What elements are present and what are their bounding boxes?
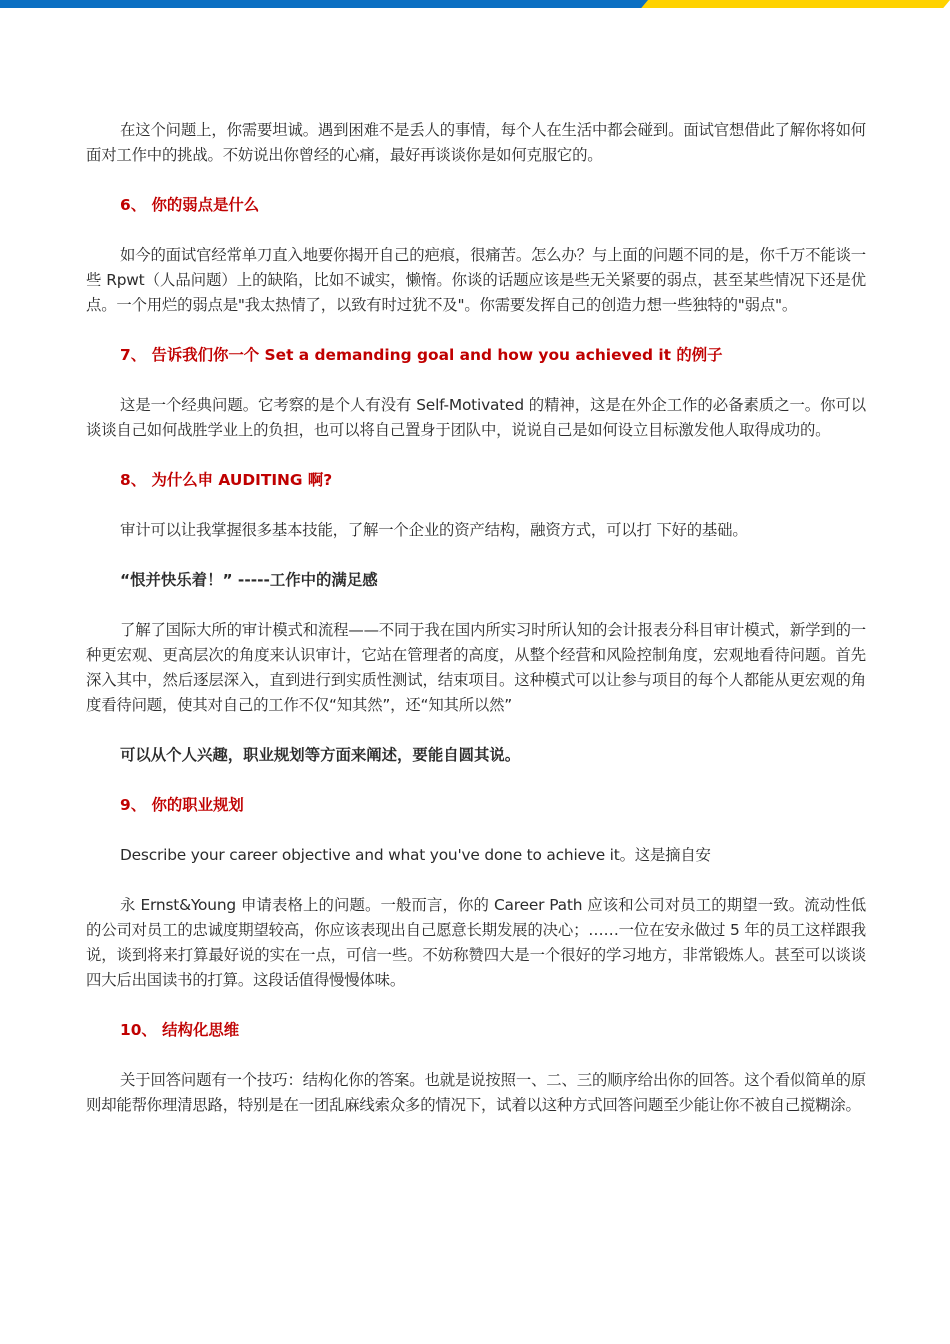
paragraph-goal: 这是一个经典问题。它考察的是个人有没有 Self-Motivated 的精神，这是在外企工作的必备素质之一。你可以谈谈自己如何战胜学业上的负担，也可以将自己置身于团队中，说说自己是如何设立目标激发他人取得成功的。 [86, 396, 866, 439]
document-body [86, 118, 866, 1143]
heading-q7-goal: 7、 告诉我们你一个 Set a demanding goal and how you achieved it 的例子 [120, 346, 723, 364]
header-accent-yellow [641, 0, 950, 8]
paragraph-career-path: 永 Ernst&Young 申请表格上的问题。一般而言，你的 Career Path 应该和公司对员工的期望一致。流动性低的公司对员工的忠诚度期望较高，你应该表现出自己愿意长期发展的决心；……一位在安永做过 5 年的员工这样跟我说，谈到将来打算最好说的实在一点，可信一些。不妨称赞四大是一个很好的学习地方，非常锻炼人。甚至可以谈谈四大后出国读书的打算。这段话值得慢慢体味。 [86, 896, 866, 989]
header-accent-bar [0, 0, 950, 8]
heading-q10-structured: 10、 结构化思维 [120, 1021, 240, 1039]
paragraph-audit-model: 了解了国际大所的审计模式和流程——不同于我在国内所实习时所认知的会计报表分科目审计模式，新学到的一种更宏观、更高层次的角度来认识审计，它站在管理者的高度，从整个经营和风险控制角度，宏观地看待问题。首先深入其中，然后逐层深入，直到进行到实质性测试，结束项目。这种模式可以让参与项目的每个人都能从更宏观的角度看待问题，使其对自己的工作不仅“知其然”，还“知其所以然” [86, 621, 866, 714]
subheading-satisfaction: “恨并快乐着！” -----工作中的满足感 [120, 571, 378, 589]
paragraph-honesty: 在这个问题上，你需要坦诚。遇到困难不是丢人的事情，每个人在生活中都会碰到。面试官想借此了解你将如何面对工作中的挑战。不妨说出你曾经的心痛，最好再谈谈你是如何克服它的。 [86, 121, 866, 164]
paragraph-weakness: 如今的面试官经常单刀直入地要你揭开自己的疤痕，很痛苦。怎么办？与上面的问题不同的是，你千万不能谈一些 Rpwt（人品问题）上的缺陷，比如不诚实，懒惰。你谈的话题应该是些无关紧要的弱点，甚至某些情况下还是优点。一个用烂的弱点是"我太热情了，以致有时过犹不及"。你需要发挥自己的创造力想一些独特的"弱点"。 [86, 246, 866, 314]
header-accent-blue [0, 0, 655, 8]
subheading-self-consistent: 可以从个人兴趣，职业规划等方面来阐述，要能自圆其说。 [120, 746, 521, 764]
paragraph-career-question: Describe your career objective and what you've done to achieve it。这是摘自安 [120, 846, 711, 864]
heading-q8-auditing: 8、 为什么申 AUDITING 啊? [120, 471, 333, 489]
heading-q9-career: 9、 你的职业规划 [120, 796, 244, 814]
heading-q6-weakness: 6、 你的弱点是什么 [120, 196, 260, 214]
paragraph-structured: 关于回答问题有一个技巧：结构化你的答案。也就是说按照一、二、三的顺序给出你的回答。这个看似简单的原则却能帮你理清思路，特别是在一团乱麻线索众多的情况下，试着以这种方式回答问题至少能让你不被自己搅糊涂。 [86, 1071, 866, 1114]
paragraph-auditing: 审计可以让我掌握很多基本技能，了解一个企业的资产结构，融资方式，可以打 下好的基础。 [120, 521, 748, 539]
